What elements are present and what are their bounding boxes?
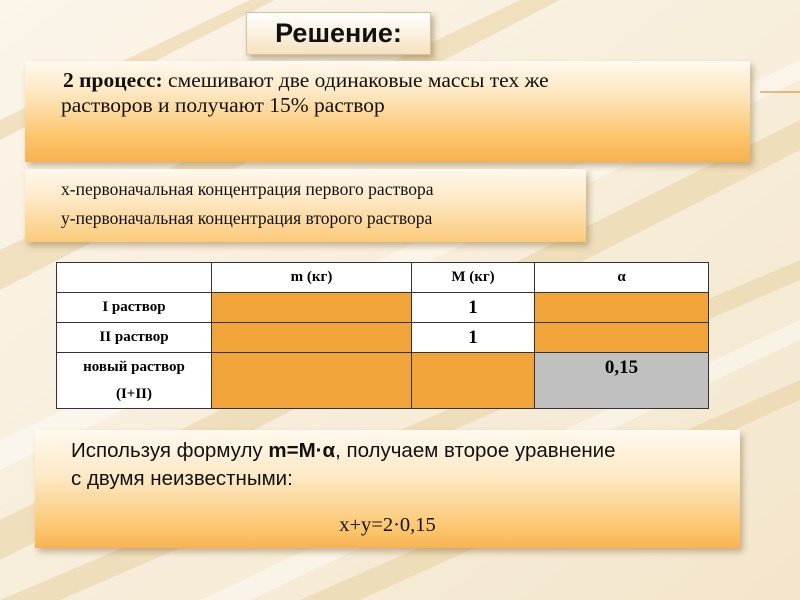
process-text-2: растворов и получают 15% раствор [61, 93, 385, 117]
header-empty [57, 263, 212, 293]
cell-alpha-solution-1 [535, 293, 709, 323]
process-text-1: смешивают две одинаковые массы тех же [162, 68, 549, 92]
process-description-panel [25, 61, 750, 162]
header-M: М (кг) [412, 263, 535, 293]
cell-M-solution-2: 1 [412, 323, 535, 353]
row-label-new-solution [57, 353, 212, 409]
cell-m-new-solution [212, 353, 412, 409]
process-label: 2 процесс: [63, 68, 163, 92]
table-row [57, 323, 709, 353]
definition-x: х-первоначальная концентрация первого раствора [61, 179, 434, 199]
row-label-solution-1: I раствор [57, 293, 212, 323]
formula-panel [35, 430, 740, 548]
cell-M-solution-1: 1 [412, 293, 535, 323]
formula-line-2: с двумя неизвестными: [71, 467, 293, 490]
cell-m-solution-1 [212, 293, 412, 323]
row-label-new-line2: (I+II) [115, 386, 153, 402]
cell-alpha-solution-2 [535, 323, 709, 353]
header-alpha: α [535, 263, 709, 293]
definitions-panel [25, 169, 586, 242]
row-label-solution-2: II раствор [57, 323, 212, 353]
definition-y: у-первоначальная концентрация второго раствора [61, 208, 433, 228]
cell-alpha-new-solution: 0,15 [535, 353, 709, 409]
table-row [57, 353, 709, 409]
process-line-1 [63, 68, 742, 93]
title-box [246, 12, 431, 55]
solution-table [56, 262, 709, 409]
table-header-row [57, 263, 709, 293]
cell-m-solution-2 [212, 323, 412, 353]
equation: х+у=2·0,15 [339, 514, 436, 536]
formula-prefix: Используя формулу [71, 439, 269, 462]
row-label-new-line1: новый раствор [83, 359, 185, 375]
cell-M-new-solution [412, 353, 535, 409]
table-row [57, 293, 709, 323]
formula-line-1 [71, 437, 740, 465]
formula-suffix: , получаем второе уравнение [335, 439, 616, 462]
slide-title: Решение: [275, 18, 402, 48]
formula-text: m=M·α [268, 439, 336, 462]
header-m: m (кг) [212, 263, 412, 293]
